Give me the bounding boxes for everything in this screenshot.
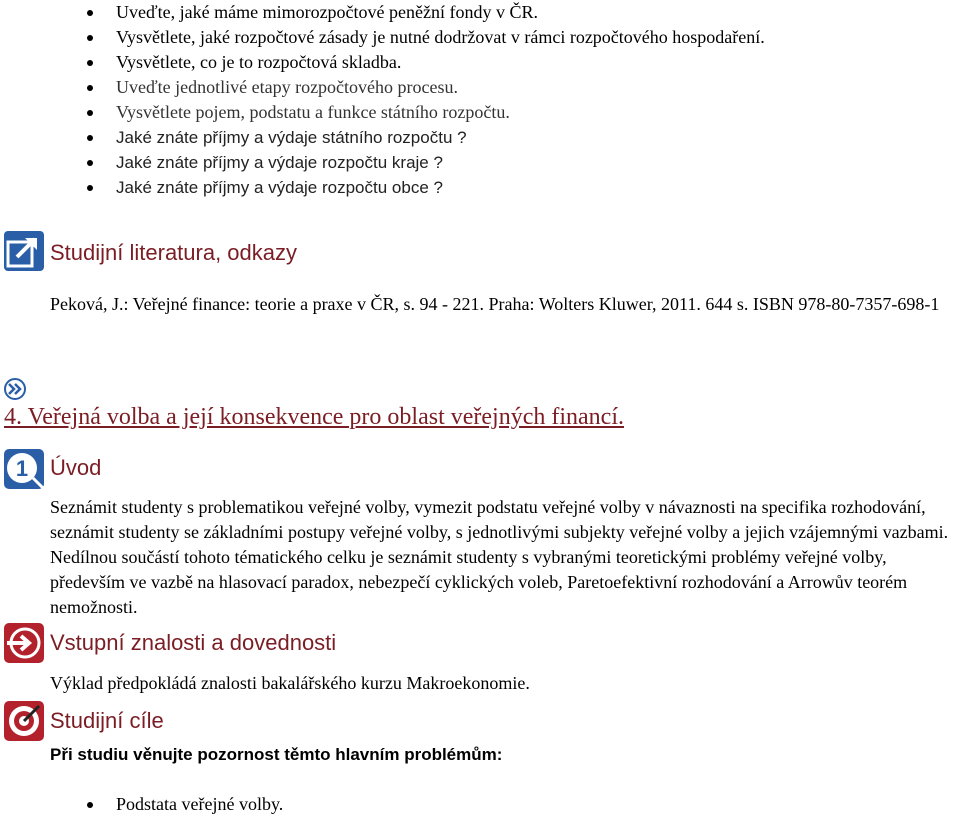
list-item: Jaké znáte příjmy a výdaje státního rozpočtu ?: [0, 125, 960, 150]
double-chevron-icon: [4, 378, 26, 400]
list-item: Podstata veřejné volby.: [0, 792, 960, 817]
svg-text:1: 1: [15, 456, 29, 481]
prerequisites-heading: Vstupní znalosti a dovednosti: [50, 630, 337, 655]
literature-reference: Peková, J.: Veřejné finance: teorie a praxe v ČR, s. 94 - 221. Praha: Wolters Kluwer, 2011. 644 s. ISBN 978-80-7357-698-1: [50, 294, 940, 314]
bullet-icon: [87, 10, 93, 16]
intro-heading: Úvod: [50, 455, 102, 480]
review-questions-list: [0, 0, 960, 200]
bullet-icon: [87, 160, 93, 166]
list-item: Jaké znáte příjmy a výdaje rozpočtu kraje ?: [0, 150, 960, 175]
bullet-icon: [87, 60, 93, 66]
bullet-icon: [87, 110, 93, 116]
bullet-icon: [87, 35, 93, 41]
link-arrow-icon: [3, 230, 45, 272]
chapter-title: 4. Veřejná volba a její konsekvence pro oblast veřejných financí.: [4, 404, 625, 430]
number-one-icon: [3, 448, 45, 490]
intro-text: Seznámit studenty s problematikou veřejné volby, vymezit podstatu veřejné volby v návaznosti na specifika rozhodování, seznámit studenty se základními postupy veřejné volby, s jednotlivými subjekty veřejné volby a jejich vzájemnými vazbami. Nedílnou součástí tohoto tématického celku je seznámit studenty s vybranými teoretickými problémy veřejné volby, především ve vazbě na hlasovací paradox, nebezpečí cyklických voleb, Paretoefektivní rozhodování a Arrowův teorém nemožnosti.: [50, 497, 949, 617]
goals-list: [0, 792, 960, 817]
literature-heading: Studijní literatura, odkazy: [50, 240, 298, 265]
list-item: Vysvětlete, co je to rozpočtová skladba.: [0, 50, 960, 75]
prerequisites-text: Výklad předpokládá znalosti bakalářského kurzu Makroekonomie.: [50, 673, 530, 693]
list-item: Uveďte jednotlivé etapy rozpočtového procesu.: [0, 75, 960, 100]
list-item: Vysvětlete pojem, podstatu a funkce státního rozpočtu.: [0, 100, 960, 125]
goals-focus: Při studiu věnujte pozornost těmto hlavním problémům:: [50, 745, 503, 764]
list-item: Vysvětlete, jaké rozpočtové zásady je nutné dodržovat v rámci rozpočtového hospodaření.: [0, 25, 960, 50]
goals-heading: Studijní cíle: [50, 708, 164, 733]
bullet-icon: [87, 185, 93, 191]
target-icon: [3, 700, 45, 742]
bullet-icon: [87, 802, 93, 808]
list-item: Jaké znáte příjmy a výdaje rozpočtu obce ?: [0, 175, 960, 200]
bullet-icon: [87, 85, 93, 91]
bullet-icon: [87, 135, 93, 141]
enter-arrow-icon: [3, 622, 45, 664]
list-item: Uveďte, jaké máme mimorozpočtové peněžní fondy v ČR.: [0, 0, 960, 25]
